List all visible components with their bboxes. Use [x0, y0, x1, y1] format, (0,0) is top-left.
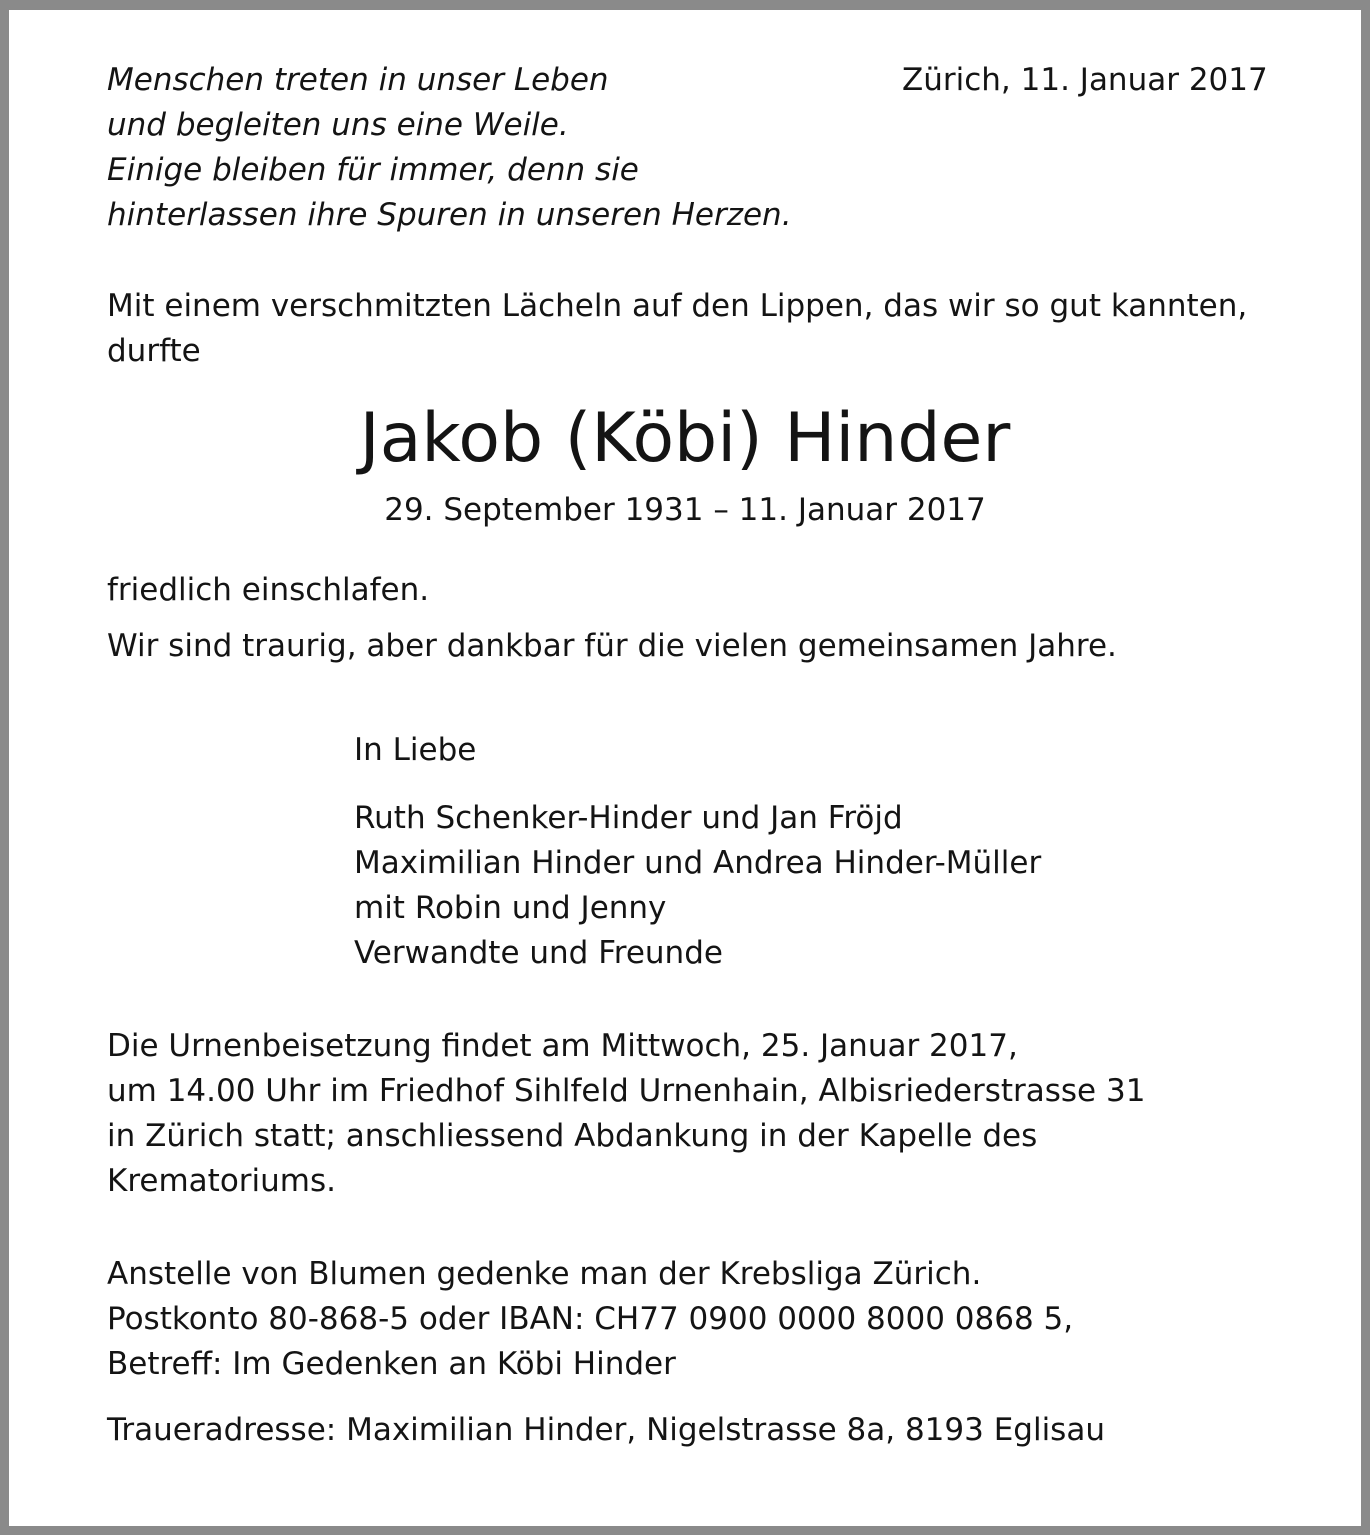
donation-info: [107, 1252, 1073, 1387]
deceased-lifespan: 29. September 1931 – 11. Januar 2017: [384, 492, 986, 528]
signoff: In Liebe: [354, 732, 477, 768]
intro-line: Mit einem verschmitzten Lächeln auf den Lippen, das wir so gut kannten,: [107, 288, 1248, 324]
donation-line: Postkonto 80-868-5 oder IBAN: CH77 0900 0000 8000 0868 5,: [107, 1301, 1074, 1337]
mourner: Verwandte und Freunde: [354, 935, 723, 971]
place-date: Zürich, 11. Januar 2017: [902, 62, 1268, 98]
service-line: Krematoriums.: [107, 1163, 336, 1199]
deceased-name: Jakob (Köbi) Hinder: [359, 399, 1011, 478]
mourner: Ruth Schenker-Hinder und Jan Fröjd: [354, 800, 903, 836]
mourner: Maximilian Hinder und Andrea Hinder-Müller: [354, 845, 1042, 881]
poem-line: hinterlassen ihre Spuren in unseren Herzen.: [107, 197, 792, 233]
poem-line: Einige bleiben für immer, denn sie: [107, 152, 639, 188]
donation-line: Betreff: Im Gedenken an Köbi Hinder: [107, 1346, 676, 1382]
donation-line: Anstelle von Blumen gedenke man der Krebsliga Zürich.: [107, 1256, 982, 1292]
mourning-address: Traueradresse: Maximilian Hinder, Nigelstrasse 8a, 8193 Eglisau: [107, 1412, 1105, 1448]
mourner: mit Robin und Jenny: [354, 890, 667, 926]
gratitude-line: Wir sind traurig, aber dankbar für die vielen gemeinsamen Jahre.: [107, 628, 1117, 664]
memorial-poem: [107, 58, 792, 238]
intro-text: [107, 284, 1247, 374]
service-details: [107, 1024, 1145, 1204]
intro-line: durfte: [107, 333, 201, 369]
closing-line: friedlich einschlafen.: [107, 572, 430, 608]
service-line: in Zürich statt; anschliessend Abdankung in der Kapelle des: [107, 1118, 1038, 1154]
service-line: um 14.00 Uhr im Friedhof Sihlfeld Urnenhain, Albisriederstrasse 31: [107, 1073, 1146, 1109]
obituary-notice: [9, 10, 1361, 1526]
poem-line: und begleiten uns eine Weile.: [107, 107, 569, 143]
poem-line: Menschen treten in unser Leben: [107, 62, 609, 98]
mourners-list: [354, 796, 1041, 976]
service-line: Die Urnenbeisetzung findet am Mittwoch, 25. Januar 2017,: [107, 1028, 1018, 1064]
